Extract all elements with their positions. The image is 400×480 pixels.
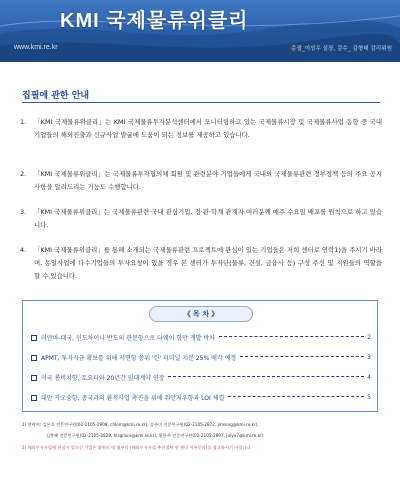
toc-item[interactable]: [31, 391, 371, 404]
paragraph-text: 「KMI 국제물류위클리」는 KMI 국제물류투자분석센터에서 모니터링하고 있는 국제물류시장 및 국제물류사업 동향 중 국내기업들의 해외진출과 신규사업 발굴에 도움이 되는 정보를 제공하고 있습니다.: [34, 118, 382, 139]
footnote-notice: 2) 해외투자사업에 관심이 있으신 기업은 위원의 명 첨부의 (해외투자사업 추진절차 및 센터 이용문의)를 참고하시기 바랍니다.: [22, 445, 252, 450]
dotted-leader: [228, 396, 364, 397]
credits-label: 총괄_: [291, 46, 305, 52]
paragraph-number: 4.: [20, 246, 27, 254]
page-title: 집필에 관한 안내: [22, 91, 90, 101]
credits: [291, 44, 392, 52]
paragraph-number: 1.: [20, 118, 27, 126]
toc-item-page: 2: [367, 334, 371, 341]
toc-item-title: 미국 롱비치항, 토요타와 20년간 임대계약 연장: [41, 375, 165, 382]
toc-item[interactable]: [31, 371, 371, 384]
toc-item[interactable]: [31, 331, 371, 344]
paragraph-text: 「KMI 국제물류위클리」를 통해 소개되는 국제물류관련 프로젝트에 관심이 있는 기업들은 저희 센터로 연락1)을 주시기 바라며, 동일사업에 다수기업들의 투자요청이 있을 경우 본 센터가 투자단(물류, 건설, 금융사 등) 구성 주선 및 지원들의 역할을 할 수 있습니다.: [34, 246, 382, 280]
footnote-contact-1: 1) 연락처: 김은호 전문연구원(02-2105-2908, chkim@kmi.re.kr), 송주미 전문연구원(02-2105-2872, jmsong@kmi.re.kr),: [22, 422, 259, 427]
site-url[interactable]: www.kmi.re.kr: [14, 44, 58, 51]
toc-item-title: 미얀마-태국, 인도차이나 반도의 관문항으로 다웨이 항만 개발 박차: [41, 335, 215, 342]
toc-item-page: 3: [367, 354, 371, 361]
footnote-contact-2: 김봉혜 전문연구원(02-2105-2828, hisgrace@kmi.re.kr), 황한주 전문연구원(02-2105-2897, julya7@kmi.re.kr): [46, 433, 264, 438]
notice-paragraph-4: [20, 244, 382, 283]
checkbox-icon: [31, 335, 37, 341]
toc-item-title: APMT, 투자자금 확보를 위해 서면항 쑹위 '린' 터미널 지분 25% 매각 예정: [41, 355, 237, 362]
paragraph-number: 2.: [20, 170, 27, 178]
header-banner: [0, 0, 400, 62]
toc-item-title: 대만 카오슝항, 중국과의 환적사업 촉진을 위해 취안저우항과 LOI 체결: [41, 395, 225, 402]
notice-paragraph-3: [20, 206, 382, 232]
toc-item[interactable]: [31, 351, 371, 364]
notice-paragraph-2: [20, 168, 382, 194]
checkbox-icon: [31, 355, 37, 361]
dotted-leader: [168, 376, 364, 377]
toc-item-page: 4: [367, 374, 371, 381]
notice-paragraph-1: [20, 116, 382, 142]
title-divider: [22, 102, 380, 103]
toc-item-page: 5: [367, 394, 371, 401]
paragraph-text: 「KMI 국제물류위클리」는 국제물류관련 국내 관심기업, 정·관·학계 관계자 여러분께 매주 수요일 배포를 원칙으로 하고 있습니다.: [34, 208, 382, 229]
paragraph-text: 「KMI 국제물류위클리」는 국제물류투자협의체 회원 및 관련분야 기업들에게 국내외 국제물류관련 정부정책 등의 주요 공지사항을 알려드리는 기능도 수행합니다.: [34, 170, 382, 191]
checkbox-icon: [31, 395, 37, 401]
dotted-leader: [219, 336, 364, 337]
toc-heading: 《 목 차 》: [149, 306, 253, 322]
table-of-contents: [22, 300, 378, 412]
logo: KMI 국제물류위클리: [60, 10, 249, 32]
dotted-leader: [240, 356, 364, 357]
paragraph-number: 3.: [20, 208, 27, 216]
checkbox-icon: [31, 375, 37, 381]
credits-text: 이성우 실장, 감수_ 김형태 감리위원: [304, 46, 392, 52]
